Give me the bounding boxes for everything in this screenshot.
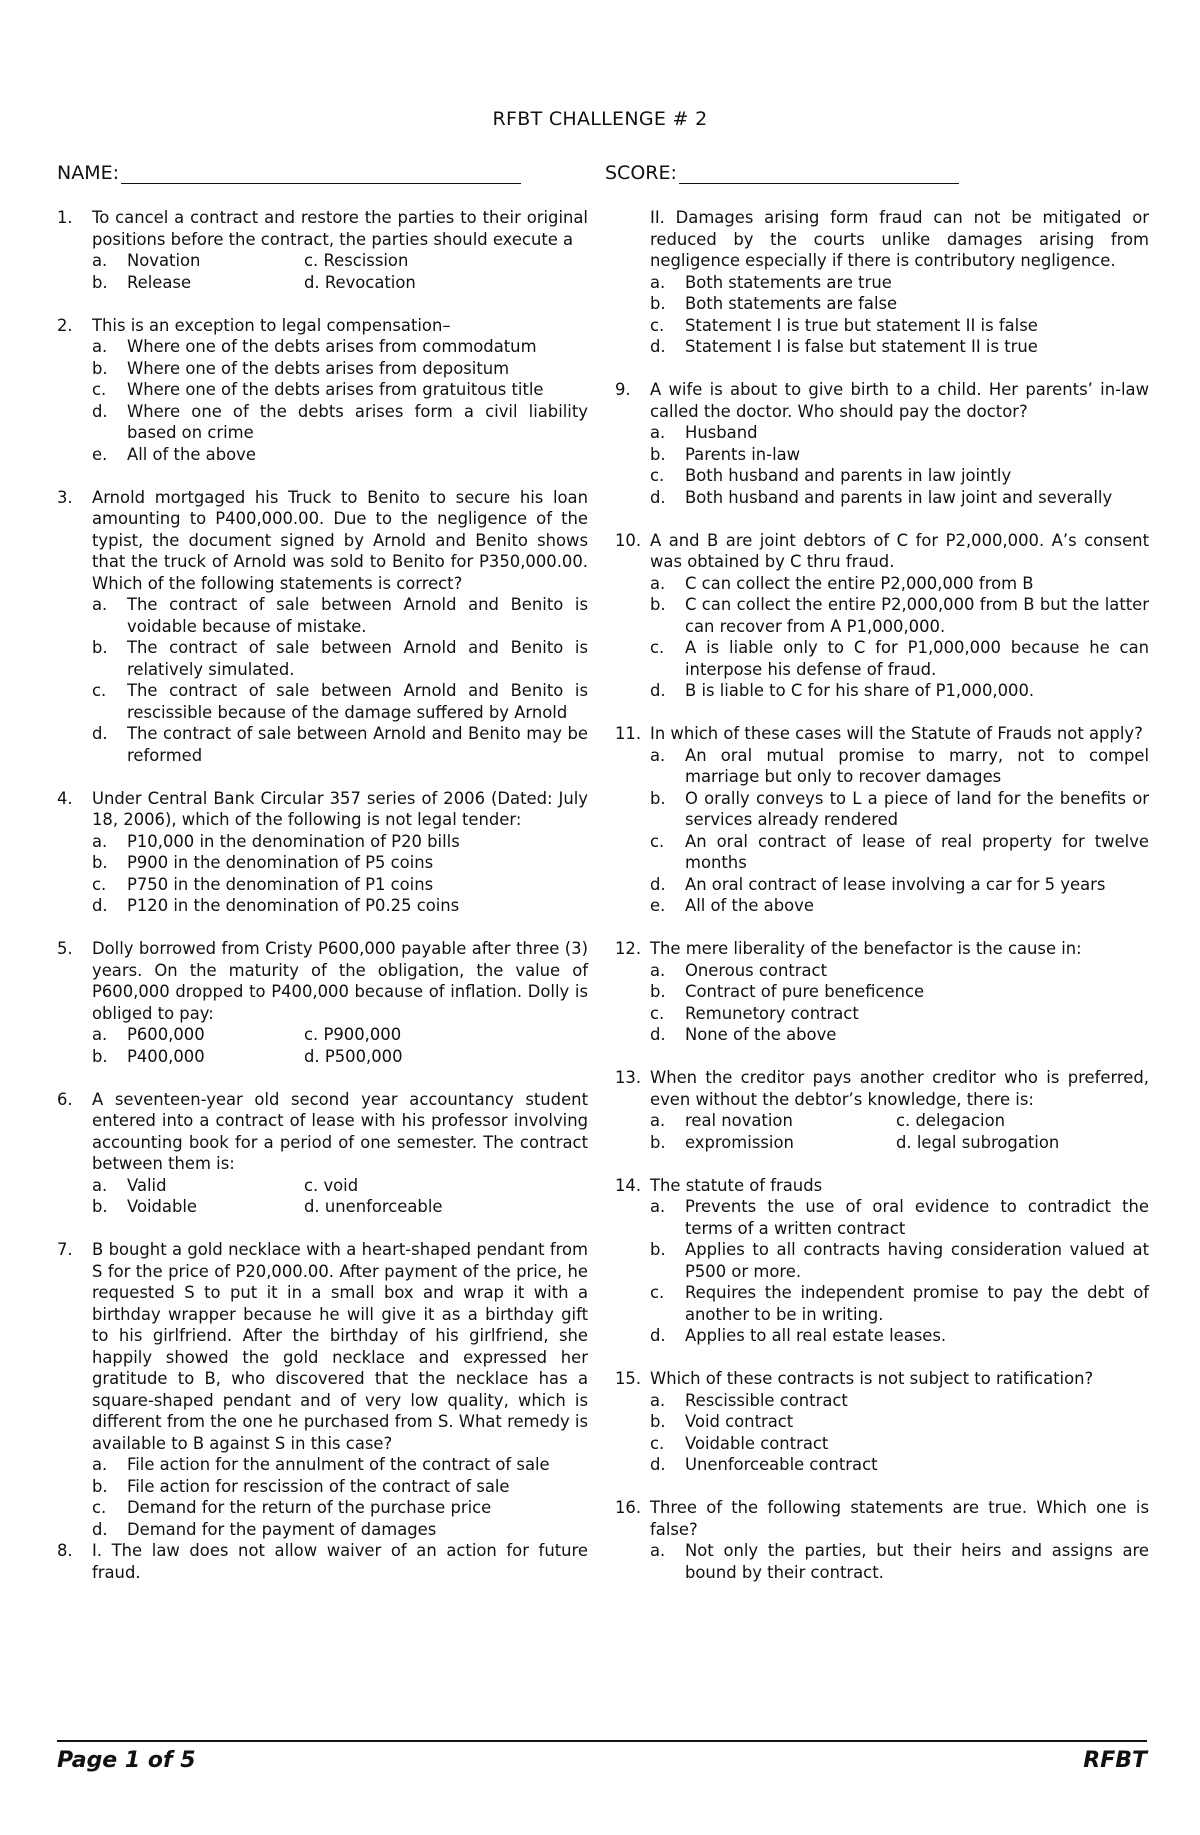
name-label: NAME: — [57, 162, 120, 184]
option-c[interactable]: An oral contract of lease of real property for twelve months — [685, 831, 1149, 872]
option-b[interactable]: P400,000 — [127, 1046, 205, 1066]
question-5 — [57, 938, 588, 1067]
question-number: 12. — [615, 939, 642, 958]
option-d[interactable]: Demand for the payment of damages — [127, 1519, 437, 1539]
option-d[interactable]: None of the above — [685, 1025, 837, 1044]
option-a[interactable]: Not only the parties, but their heirs and assigns are bound by their contract. — [685, 1541, 1149, 1582]
option-c[interactable]: The contract of sale between Arnold and Benito is rescissible because of the damage suffered by Arnold — [127, 681, 588, 722]
question-2: 2. This is an exception to legal compensation– a. Where one of the debts arises from commodatum b. Where one of the debts arises from depositum c. Where one of the debts arises from gratuitous title d. Where one of the debts arises form a civil liability based on crime e. All of the above — [57, 315, 588, 464]
option-d[interactable]: unenforceable — [324, 1197, 443, 1216]
question-stem: The statute of frauds — [650, 1175, 823, 1195]
option-d[interactable]: An oral contract of lease involving a car for 5 years — [685, 874, 1106, 894]
option-b[interactable]: expromission — [685, 1132, 794, 1152]
question-3: 3. Arnold mortgaged his Truck to Benito to secure his loan amounting to P400,000.00. Due to the negligence of the typist, the document signed by Arnold and Benito shows that the truck of Arnold was sold to Benito for P350,000.00. Which of the following statements is correct? a. The contract of sale between Arnold and Benito is voidable because of mistake. b. The contract of sale between Arnold and Benito is relatively simulated. c. The contract of sale between Arnold and Benito is rescissible because of the damage suffered by Arnold d. The contract of sale between Arnold and Benito may be reformed — [57, 487, 588, 765]
question-6 — [57, 1089, 588, 1218]
question-number: 11. — [615, 724, 642, 743]
option-d[interactable]: Unenforceable contract — [685, 1455, 878, 1474]
question-number: 15. — [615, 1369, 642, 1388]
question-number: 2. — [57, 315, 73, 335]
option-b[interactable]: Parents in-law — [685, 444, 801, 464]
name-field — [57, 162, 521, 184]
option-a[interactable]: Husband — [685, 423, 758, 442]
option-b[interactable]: Where one of the debts arises from depositum — [127, 358, 510, 378]
footer-subject: RFBT — [1083, 1748, 1147, 1773]
question-1 — [57, 207, 588, 293]
option-row: a. P600,000 c. P900,000 — [92, 1025, 402, 1044]
question-7: 7. B bought a gold necklace with a heart-shaped pendant from S for the price of P20,000.00. After payment of the price, he requested S to put it in a small box and wrap it with a birthday wrapper because he will give it as a birthday gift to his girlfriend. After the birthday of his girlfriend, she happily showed the gold necklace and expressed her gratitude to B, who discovered that the necklace has a square-shaped pendant and of very low quality, which is different from the one he purchased from S. What remedy is available to B against S in this case? a. File action for the annulment of the contract of sale b. File action for rescission of the contract of sale c. Demand for the return of the purchase price d. Demand for the payment of damages — [57, 1240, 588, 1539]
question-number: 5. — [57, 939, 73, 958]
question-number: 6. — [57, 1089, 73, 1109]
option-c[interactable]: P900,000 — [323, 1025, 402, 1044]
option-d[interactable]: P120 in the denomination of P0.25 coins — [127, 896, 460, 915]
option-b[interactable]: Applies to all contracts having consideration valued at P500 or more. — [685, 1240, 1149, 1281]
question-number: 10. — [615, 530, 642, 550]
option-row: a. real novation c. delegacion — [650, 1111, 1006, 1130]
option-d[interactable]: Statement I is false but statement II is true — [685, 337, 1038, 356]
option-row: b. P400,000 d. P500,000 — [92, 1046, 403, 1066]
option-a[interactable]: Where one of the debts arises from commodatum — [127, 337, 537, 356]
question-12: 12. The mere liberality of the benefactor is the cause in: a. Onerous contract b. Contract of pure beneficence c. Remunetory contract d. None of the above — [615, 938, 1149, 1046]
question-stem: In which of these cases will the Statute of Frauds not apply? — [650, 724, 1143, 743]
question-number: 13. — [615, 1068, 642, 1087]
option-row: a. Valid c. void — [92, 1175, 359, 1195]
option-c[interactable]: P750 in the denomination of P1 coins — [127, 874, 434, 894]
option-d[interactable]: The contract of sale between Arnold and Benito may be reformed — [127, 724, 588, 765]
option-row: a. Novation c. Rescission — [92, 251, 409, 270]
question-number: 14. — [615, 1175, 642, 1195]
option-e[interactable]: All of the above — [127, 444, 256, 464]
option-c[interactable]: Rescission — [323, 251, 409, 270]
question-15: 15. Which of these contracts is not subject to ratification? a. Rescissible contract b. Void contract c. Voidable contract d. Unenforceable contract — [615, 1368, 1149, 1476]
option-d[interactable]: B is liable to C for his share of P1,000,000. — [685, 681, 1035, 700]
option-a[interactable]: An oral mutual promise to marry, not to compel marriage but only to recover damages — [685, 745, 1149, 786]
option-row: b. Voidable d. unenforceable — [92, 1197, 443, 1216]
right-column — [615, 207, 1149, 1583]
option-c[interactable]: void — [323, 1175, 359, 1195]
option-c[interactable]: Voidable contract — [685, 1433, 829, 1453]
option-a[interactable]: Novation — [127, 251, 201, 270]
option-a[interactable]: P10,000 in the denomination of P20 bills — [127, 831, 460, 851]
option-e[interactable]: All of the above — [685, 896, 814, 915]
option-c[interactable]: Both husband and parents in law jointly — [685, 466, 1012, 485]
question-8-continued: II. Damages arising form fraud can not be mitigated or reduced by the courts unlike damages arising from negligence especially if there is contributory negligence. a. Both statements are true b. Both statements are false c. Statement I is true but statement II is false d. Statement I is false but statement II is true — [615, 207, 1149, 358]
question-4: 4. Under Central Bank Circular 357 series of 2006 (Dated: July 18, 2006), which of the following is not legal tender: a. P10,000 in the denomination of P20 bills b. P900 in the denomination of P5 coins c. P750 in the denomination of P1 coins d. P120 in the denomination of P0.25 coins — [57, 788, 588, 915]
question-stem: When the creditor pays another creditor who is preferred, even without the debtor’s knowledge, there is: — [650, 1068, 1149, 1109]
option-a[interactable]: C can collect the entire P2,000,000 from B — [685, 573, 1034, 593]
question-number: 7. — [57, 1240, 73, 1259]
score-blank[interactable] — [679, 163, 959, 184]
question-stem: Three of the following statements are true. Which one is false? — [650, 1498, 1149, 1539]
option-b[interactable]: P900 in the denomination of P5 coins — [127, 853, 434, 872]
option-c[interactable]: Remunetory contract — [685, 1003, 859, 1023]
option-b[interactable]: File action for rescission of the contract of sale — [127, 1476, 510, 1496]
question-stem: To cancel a contract and restore the parties to their original positions before the contract, the parties should execute a — [92, 208, 588, 249]
option-a[interactable]: Valid — [127, 1175, 167, 1195]
option-b[interactable]: Contract of pure beneficence — [685, 982, 925, 1001]
page-title: RFBT CHALLENGE # 2 — [492, 108, 708, 130]
question-number: 9. — [615, 380, 631, 399]
question-8 — [57, 1540, 588, 1583]
option-b[interactable]: The contract of sale between Arnold and Benito is relatively simulated. — [127, 638, 588, 679]
option-c[interactable]: Where one of the debts arises from gratuitous title — [127, 380, 544, 399]
question-stem: I. The law does not allow waiver of an action for future fraud. — [92, 1541, 588, 1582]
option-c[interactable]: delegacion — [915, 1111, 1006, 1130]
option-row: b. expromission d. legal subrogation — [650, 1132, 1060, 1152]
option-d[interactable]: Both husband and parents in law joint and severally — [685, 487, 1113, 507]
option-a[interactable]: The contract of sale between Arnold and Benito is voidable because of mistake. — [127, 595, 588, 636]
question-number: 3. — [57, 487, 73, 507]
question-stem: The mere liberality of the benefactor is the cause in: — [650, 939, 1082, 958]
score-field — [605, 162, 959, 184]
question-stem: A wife is about to give birth to a child. Her parents’ in-law called the doctor. Who should pay the doctor? — [650, 380, 1149, 421]
question-number: 8. — [57, 1541, 73, 1560]
option-b[interactable]: Voidable — [127, 1197, 198, 1216]
question-stem: Which of these contracts is not subject to ratification? — [650, 1369, 1094, 1388]
option-d[interactable]: Applies to all real estate leases. — [685, 1326, 947, 1345]
option-row: b. Release d. Revocation — [92, 272, 416, 292]
option-a[interactable]: Onerous contract — [685, 960, 827, 980]
question-stem: Under Central Bank Circular 357 series of 2006 (Dated: July 18, 2006), which of the following is not legal tender: — [92, 788, 588, 829]
option-b[interactable]: Release — [127, 272, 192, 292]
question-stem: This is an exception to legal compensation– — [92, 315, 451, 335]
question-stem: A and B are joint debtors of C for P2,000,000. A’s consent was obtained by C thru fraud. — [650, 530, 1149, 571]
option-c[interactable]: Demand for the return of the purchase price — [127, 1498, 492, 1517]
question-13 — [615, 1067, 1149, 1153]
question-16: 16. Three of the following statements are true. Which one is false? a. Not only the parties, but their heirs and assigns are bound by their contract. — [615, 1498, 1149, 1582]
question-11: 11. In which of these cases will the Statute of Frauds not apply? a. An oral mutual promise to marry, not to compel marriage but only to recover damages b. O orally conveys to L a piece of land for the benefits or services already rendered c. An oral contract of lease of real property for twelve months d. An oral contract of lease involving a car for 5 years e. All of the above — [615, 724, 1149, 915]
option-c[interactable]: Statement I is true but statement II is false — [685, 315, 1038, 335]
option-c[interactable]: Requires the independent promise to pay the debt of another to be in writing. — [685, 1283, 1149, 1324]
question-stem: Arnold mortgaged his Truck to Benito to secure his loan amounting to P400,000.00. Due to the negligence of the typist, the document signed by Arnold and Benito shows that the truck of Arnold was sold to Benito for P350,000.00. Which of the following statements is correct? — [92, 487, 588, 593]
page-number: Page 1 of 5 — [57, 1748, 196, 1773]
footer-divider — [57, 1740, 1147, 1742]
option-d[interactable]: Where one of the debts arises form a civil liability based on crime — [127, 401, 588, 442]
option-a[interactable]: P600,000 — [127, 1025, 205, 1044]
option-a[interactable]: File action for the annulment of the contract of sale — [127, 1455, 550, 1474]
question-stem: B bought a gold necklace with a heart-shaped pendant from S for the price of P20,000.00. After payment of the price, he requested S to put it in a small box and wrap it with a birthday wrapper because he will give it as a birthday gift to his girlfriend. After the birthday of his girlfriend, she happily showed the gold necklace and expressed her gratitude to B, who discovered that the necklace has a square-shaped pendant and of very low quality, which is different from the one he purchased from S. What remedy is available to B against S in this case? — [92, 1240, 588, 1453]
question-stem: Dolly borrowed from Cristy P600,000 payable after three (3) years. On the maturity of the obligation, the value of P600,000 dropped to P400,000 because of inflation. Dolly is obliged to pay: — [92, 939, 588, 1023]
question-number: 16. — [615, 1498, 642, 1517]
option-b[interactable]: C can collect the entire P2,000,000 from B but the latter can recover from A P1,000,000. — [685, 595, 1149, 636]
option-a[interactable]: real novation — [685, 1111, 793, 1130]
option-d[interactable]: legal subrogation — [916, 1132, 1060, 1152]
question-10: 10. A and B are joint debtors of C for P2,000,000. A’s consent was obtained by C thru fraud. a. C can collect the entire P2,000,000 from B b. C can collect the entire P2,000,000 from B but the latter can recover from A P1,000,000. c. A is liable only to C for P1,000,000 because he can interpose his defense of fraud. d. B is liable to C for his share of P1,000,000. — [615, 530, 1149, 700]
option-d[interactable]: Revocation — [324, 272, 416, 292]
left-column — [57, 207, 588, 1583]
score-label: SCORE: — [605, 162, 677, 184]
option-a[interactable]: Prevents the use of oral evidence to contradict the terms of a written contract — [685, 1197, 1149, 1238]
option-a[interactable]: Rescissible contract — [685, 1390, 848, 1410]
question-stem: A seventeen-year old second year accountancy student entered into a contract of lease with his professor involving accounting book for a period of one semester. The contract between them is: — [92, 1089, 588, 1173]
question-14: 14. The statute of frauds a. Prevents the use of oral evidence to contradict the terms of a written contract b. Applies to all contracts having consideration valued at P500 or more. c. Requires the independent promise to pay the debt of another to be in writing. d. Applies to all real estate leases. — [615, 1175, 1149, 1345]
question-stem-continued: II. Damages arising form fraud can not be mitigated or reduced by the courts unlike damages arising from negligence especially if there is contributory negligence. — [650, 208, 1149, 270]
name-blank[interactable] — [121, 163, 521, 184]
question-9: 9. A wife is about to give birth to a child. Her parents’ in-law called the doctor. Who should pay the doctor? a. Husband b. Parents in-law c. Both husband and parents in law jointly d. Both husband and parents in law joint and severally — [615, 380, 1149, 507]
option-d[interactable]: P500,000 — [324, 1046, 403, 1066]
option-b[interactable]: Both statements are false — [685, 294, 898, 313]
question-number: 4. — [57, 788, 73, 808]
option-b[interactable]: O orally conveys to L a piece of land for the benefits or services already rendered — [685, 788, 1149, 829]
option-c[interactable]: A is liable only to C for P1,000,000 because he can interpose his defense of fraud. — [685, 638, 1149, 679]
question-number: 1. — [57, 208, 73, 227]
option-a[interactable]: Both statements are true — [685, 272, 892, 292]
option-b[interactable]: Void contract — [685, 1412, 794, 1431]
